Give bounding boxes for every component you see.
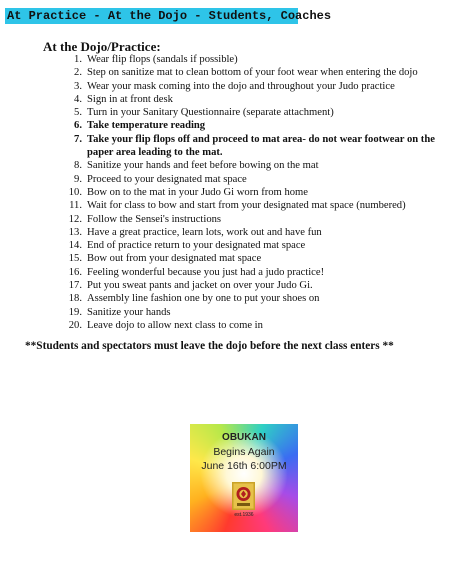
step-text: Leave dojo to allow next class to come in xyxy=(87,319,263,331)
step-item xyxy=(30,213,460,226)
spectator-note: **Students and spectators must leave the dojo before the next class enters ** xyxy=(25,340,394,352)
page-title: At Practice - At the Dojo - Students, Coaches xyxy=(7,9,332,23)
step-number: 13. xyxy=(68,226,82,238)
step-item xyxy=(30,133,460,160)
step-item xyxy=(30,226,460,239)
steps-list xyxy=(30,53,460,332)
flyer-logo-caption: est.1936 xyxy=(234,512,254,518)
step-number: 15. xyxy=(68,253,82,265)
step-text: Bow out from your designated mat space xyxy=(87,253,262,265)
step-text: End of practice return to your designated mat space xyxy=(87,240,306,252)
section-heading: At the Dojo/Practice: xyxy=(43,39,161,54)
step-number: 5. xyxy=(74,107,82,119)
step-number: 16. xyxy=(68,266,82,278)
step-text: Step on sanitize mat to clean bottom of your foot wear when entering the dojo xyxy=(87,67,418,79)
step-item xyxy=(30,239,460,252)
step-item xyxy=(30,279,460,292)
step-item xyxy=(30,53,460,66)
step-text: Bow on to the mat in your Judo Gi worn from home xyxy=(87,186,308,198)
step-number: 20. xyxy=(68,319,82,331)
step-item xyxy=(30,173,460,186)
step-text: Sanitize your hands xyxy=(87,306,171,318)
obukan-flyer-image xyxy=(190,424,298,532)
step-number: 3. xyxy=(74,80,82,92)
flyer-date: June 16th 6:00PM xyxy=(201,460,287,472)
step-text: Wear flip flops (sandals if possible) xyxy=(87,54,238,65)
step-number: 17. xyxy=(68,280,82,292)
step-text: Turn in your Sanitary Questionnaire (separate attachment) xyxy=(87,107,334,119)
step-item xyxy=(30,159,460,172)
step-text: Wait for class to bow and start from your designated mat space (numbered) xyxy=(87,200,406,212)
step-text: Take temperature reading xyxy=(87,120,206,132)
step-item xyxy=(30,319,460,332)
step-item xyxy=(30,80,460,93)
step-number: 2. xyxy=(74,67,82,79)
step-text: Follow the Sensei's instructions xyxy=(87,213,222,225)
step-item xyxy=(30,199,460,212)
step-text: Sign in at front desk xyxy=(87,93,173,105)
step-item xyxy=(30,66,460,79)
step-item xyxy=(30,252,460,265)
step-text: Take your flip flops off and proceed to mat area- do not wear footwear on the paper area leading to the mat. xyxy=(87,133,435,159)
step-number: 1. xyxy=(74,54,82,65)
step-text: Feeling wonderful because you just had a judo practice! xyxy=(87,266,325,278)
step-number: 9. xyxy=(74,173,82,185)
step-text: Put you sweat pants and jacket on over your Judo Gi. xyxy=(87,280,313,292)
step-text: Have a great practice, learn lots, work out and have fun xyxy=(87,226,322,238)
step-text: Proceed to your designated mat space xyxy=(87,173,247,185)
step-item xyxy=(30,93,460,106)
step-number: 19. xyxy=(68,306,82,318)
step-number: 11. xyxy=(69,200,82,212)
step-number: 7. xyxy=(74,133,82,145)
step-item xyxy=(30,186,460,199)
step-number: 12. xyxy=(68,213,82,225)
step-number: 10. xyxy=(68,186,82,198)
step-number: 14. xyxy=(68,240,82,252)
step-number: 18. xyxy=(68,293,82,305)
step-number: 8. xyxy=(74,160,82,172)
step-item xyxy=(30,106,460,119)
flyer-subtitle: Begins Again xyxy=(213,446,275,458)
flyer-title: OBUKAN xyxy=(222,432,266,443)
step-item xyxy=(30,306,460,319)
step-text: Wear your mask coming into the dojo and throughout your Judo practice xyxy=(87,80,395,92)
dojo-crest-icon xyxy=(232,482,255,510)
step-item xyxy=(30,292,460,305)
step-item xyxy=(30,119,460,132)
step-number: 6. xyxy=(74,120,82,132)
step-text: Assembly line fashion one by one to put your shoes on xyxy=(87,293,320,305)
step-text: Sanitize your hands and feet before bowing on the mat xyxy=(87,160,319,172)
step-item xyxy=(30,266,460,279)
step-number: 4. xyxy=(74,93,82,105)
